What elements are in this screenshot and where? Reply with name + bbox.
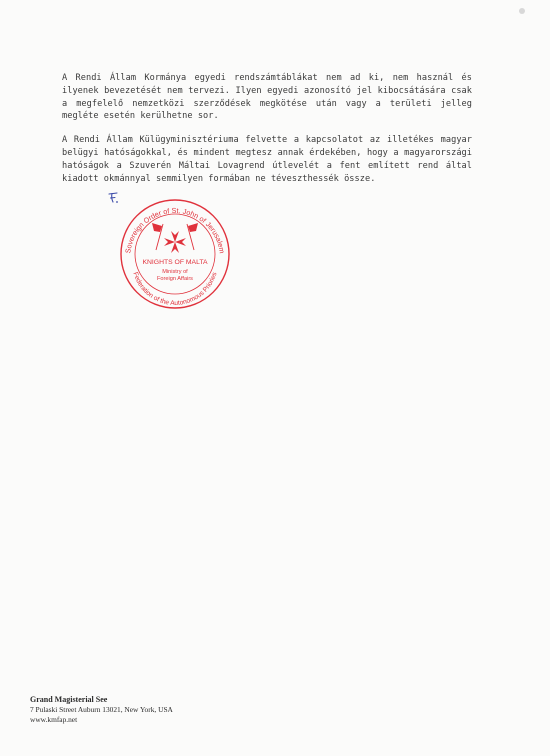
footer-website-link[interactable]: www.kmfap.net: [30, 715, 78, 724]
footer-organization-name: Grand Magisterial See: [30, 695, 108, 704]
stamp-line-2: Foreign Affairs: [157, 276, 193, 282]
letter-body: [62, 72, 472, 196]
paragraph-ministry-contact: A Rendi Állam Külügyminisztériuma felvette a kapcsolatot az illetékes magyar belügyi hatóságokkal, és mindent megtesz annak érdekében, hogy a magyarországi hatóságok a Szuverén Máltai Lovagrend útlevelét a fent említett rend által kiadott okmánnyal semmilyen formában ne téveszthessék össze.: [62, 135, 472, 184]
stamp-lower-ring-text: Federation of the Autonomous Priories: [131, 271, 219, 308]
scan-mark: [519, 8, 525, 14]
official-stamp: [116, 196, 234, 310]
letterhead-footer: [30, 694, 173, 725]
footer-address: 7 Pulaski Street Auburn 13021, New York, USA: [30, 705, 173, 714]
paragraph-license-plates: A Rendi Állam Kormánya egyedi rendszámtáblákat nem ad ki, nem használ és ilyenek bevezetését nem tervezi. Ilyen egyedi azonosító jel kibocsátására csak a megfelelő nemzetközi szerződések megkötése után vagy a területi jelleg megléte esetén kerülhetne sor.: [62, 73, 472, 122]
stamp-ring-text: Sovereign Order of St. John of Jerusalem: [123, 205, 227, 254]
stamp-line-1: Ministry of: [162, 269, 188, 275]
maltese-cross-icon: [164, 231, 186, 253]
stamp-title: KNIGHTS OF MALTA: [142, 259, 208, 266]
